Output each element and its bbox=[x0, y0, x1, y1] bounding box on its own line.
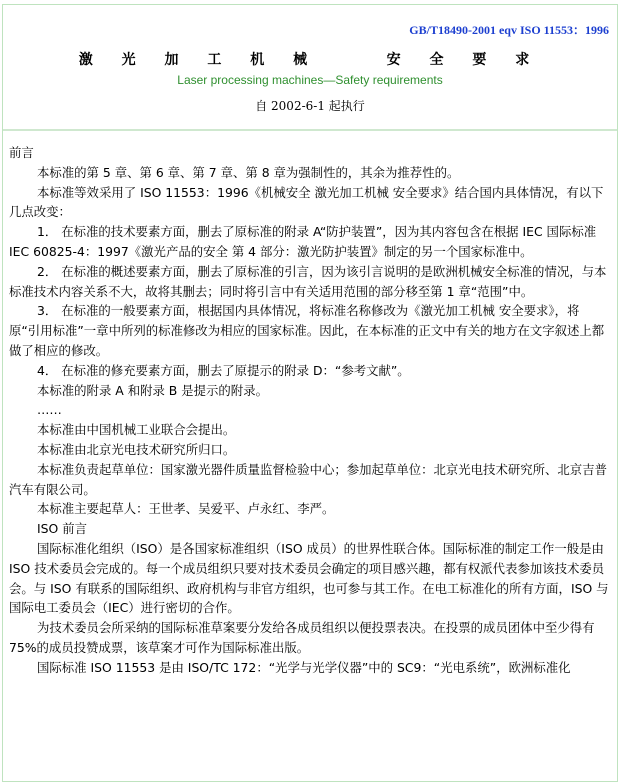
paragraph: 本标准负责起草单位：国家激光器件质量监督检验中心；参加起草单位：北京光电技术研究所、北京吉普汽车有限公司。 bbox=[9, 461, 607, 497]
paragraph: 为技术委员会所采纳的国际标准草案要分发给各成员组织以便投票表决。在投票的成员团体中至少得有 75%的成员投赞成票，该草案才可作为国际标准出版。 bbox=[9, 620, 595, 655]
paragraph: 本标准的第 5 章、第 6 章、第 7 章、第 8 章为强制性的，其余为推荐性的。 bbox=[37, 164, 460, 180]
paragraph: 本标准的附录 A 和附录 B 是提示的附录。 bbox=[37, 382, 268, 398]
paragraph: 本标准由北京光电技术研究所归口。 bbox=[37, 441, 236, 457]
effective-date: 自 2002-6-1 起执行 bbox=[255, 99, 365, 113]
list-item: 2． 在标准的概述要素方面，删去了原标准的引言，因为该引言说明的是欧洲机械安全标准的情况，与本标准技术内容关系不大，故将其删去；同时将引言中有关适用范围的部分移至第 1 章“范围”中。 bbox=[9, 263, 607, 299]
list-item: 1． 在标准的技术要素方面，删去了原标准的附录 A“防护装置”，因为其内容包含在根据 IEC 国际标准 IEC 60825-4：1997《激光产品的安全 第 4 部分：激光防护装置》制定的另一个国家标准中。 bbox=[9, 224, 597, 259]
ellipsis: …… bbox=[37, 402, 62, 418]
paragraph: 国际标准 ISO 11553 是由 ISO/TC 172：“光学与光学仪器”中的 SC9：“光电系统”，欧洲标准化 bbox=[37, 659, 571, 675]
list-item: 3． 在标准的一般要素方面，根据国内具体情况，将标准名称修改为《激光加工机械 安全要求》，将原“引用标准”一章中所列的标准修改为相应的国家标准。因此，在本标准的正文中有关的地方在文字叙述上都做了相应的修改。 bbox=[9, 303, 605, 358]
document-frame bbox=[2, 4, 618, 782]
section-heading-iso-foreword: ISO 前言 bbox=[37, 521, 87, 537]
paragraph: 本标准等效采用了 ISO 11553：1996《机械安全 激光加工机械 安全要求》结合国内具体情况，有以下几点改变： bbox=[9, 184, 604, 220]
standard-number: GB/T18490-2001 eqv ISO 11553：1996 bbox=[409, 23, 609, 37]
document-header bbox=[3, 5, 617, 131]
paragraph: 本标准主要起草人：王世孝、吴爱平、卢永红、李严。 bbox=[37, 501, 335, 517]
document-body bbox=[9, 143, 609, 678]
list-item: 4． 在标准的修充要素方面，删去了原提示的附录 D：“参考文献”。 bbox=[37, 362, 410, 378]
title-english: Laser processing machines—Safety requirements bbox=[177, 73, 443, 87]
paragraph: 国际标准化组织（ISO）是各国家标准组织（ISO 成员）的世界性联合体。国际标准的制定工作一般是由 ISO 技术委员会完成的。每一个成员组织只要对技术委员会确定的项目感兴趣，都有权派代表参加该技术委员会。与 ISO 有联系的国际组织、政府机构与非官方组织，也可参与其工作。在电工标准化的所有方面，ISO 与国际电工委员会（IEC）进行密切的合作。 bbox=[9, 540, 609, 616]
paragraph: 本标准由中国机械工业联合会提出。 bbox=[37, 422, 236, 438]
title-chinese: 激 光 加 工 机 械 安 全 要 求 bbox=[78, 52, 542, 68]
section-heading-foreword: 前言 bbox=[9, 145, 34, 160]
